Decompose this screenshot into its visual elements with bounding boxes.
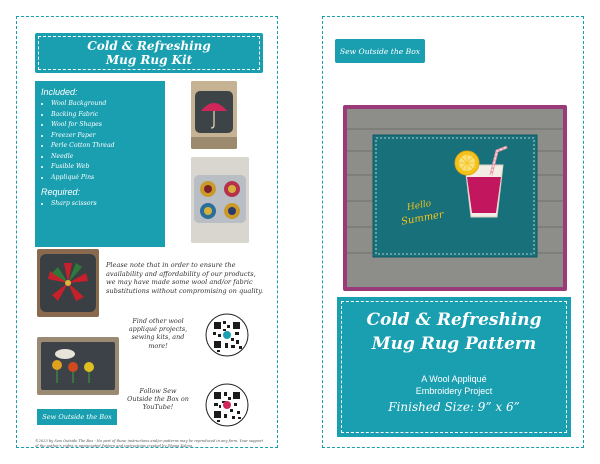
umbrella-pillow-photo	[191, 81, 237, 149]
subtitle-line1: A Wool Appliqué	[421, 374, 487, 384]
youtube-note: Follow Sew Outside the Box on YouTube!	[127, 387, 189, 412]
poinsettia-pillow-photo	[37, 249, 99, 317]
qr-code-shop[interactable]	[205, 313, 249, 357]
included-item: • Backing Fabric	[51, 110, 159, 121]
qr-code-icon	[205, 313, 249, 357]
included-item: • Needle	[51, 152, 159, 163]
flowers-mug-rug-image	[37, 337, 119, 395]
included-item: • Appliqué Pins	[51, 173, 159, 184]
included-heading: Included:	[41, 87, 78, 97]
mug-rug-hero-photo	[343, 105, 567, 291]
kit-title-line2: Mug Rug Kit	[105, 53, 193, 67]
umbrella-pillow-image	[191, 81, 237, 149]
find-projects-note: Find other wool appliqué projects, sewing kits, and more!	[128, 317, 188, 350]
poinsettia-pillow-image	[37, 249, 99, 317]
kit-title-line1: Cold & Refreshing	[87, 39, 211, 53]
hero-text-summer: Summer	[400, 209, 445, 228]
subtitle-line2: Embroidery Project	[415, 386, 493, 396]
brand-logo-text: Sew Outside the Box	[339, 46, 421, 56]
included-item: • Perle Cotton Thread	[51, 141, 159, 152]
qr-code-icon	[205, 383, 249, 427]
flowers-mug-rug-photo	[37, 337, 119, 395]
pattern-title-box	[337, 297, 571, 437]
included-list	[41, 99, 159, 183]
included-item: • Freezer Paper	[51, 131, 159, 142]
required-item: • Sharp scissors	[51, 199, 159, 210]
required-list	[41, 199, 159, 210]
circles-pillow-photo	[191, 157, 249, 243]
circles-pillow-image	[191, 157, 249, 243]
pattern-title-line2: Mug Rug Pattern	[371, 334, 537, 354]
brand-logo	[335, 39, 425, 63]
brand-badge-text: Sew Outside the Box	[42, 413, 112, 421]
copyright-text: ©2023 by Sew Outside The Box - No part of these instructions and/or patterns may be reproduced in any form. Your support of the author's rights is appreciated.Pattern and instructions created by Dhana Kalma.	[35, 439, 264, 448]
hero-text-hello: Hello	[406, 198, 433, 214]
right-page	[322, 16, 584, 448]
substitution-note: Please note that in order to ensure the availability and affordability of our products, we may have made some wool and/or fabric substitutions without compromising on quality.	[106, 261, 264, 295]
included-item: • Wool for Shapes	[51, 120, 159, 131]
kit-title-banner	[35, 33, 263, 73]
required-heading: Required:	[41, 187, 81, 197]
included-item: • Wool Background	[51, 99, 159, 110]
qr-code-youtube[interactable]	[205, 383, 249, 427]
supplies-box	[35, 81, 165, 247]
left-page	[16, 16, 278, 448]
included-item: • Fusible Web	[51, 162, 159, 173]
pattern-title-line1: Cold & Refreshing	[366, 310, 542, 330]
brand-badge	[37, 409, 117, 425]
finished-size: Finished Size: 9” x 6”	[388, 400, 520, 414]
mug-rug-hero-image	[343, 105, 567, 291]
